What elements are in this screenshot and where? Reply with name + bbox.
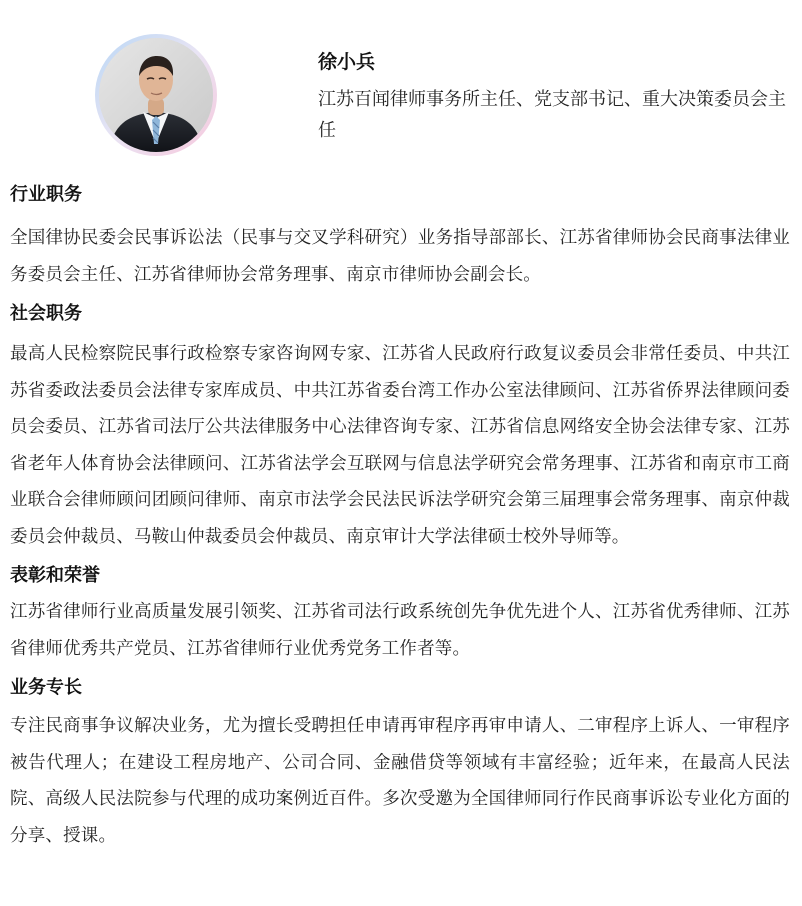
profile-content: [10, 180, 790, 860]
section-heading: 表彰和荣誉: [10, 565, 100, 586]
avatar: [99, 38, 213, 152]
profile-header: [0, 0, 802, 170]
person-photo-icon: [99, 38, 213, 152]
person-name: 徐小兵: [318, 51, 376, 73]
section-heading: 社会职务: [10, 303, 82, 324]
section-body: 全国律协民委会民事诉讼法（民事与交叉学科研究）业务指导部部长、江苏省律师协会民商事法律业务委员会主任、江苏省律师协会常务理事、南京市律师协会副会长。: [10, 228, 790, 285]
section-industry-positions: [10, 180, 790, 293]
section-social-positions: [10, 299, 790, 555]
section-honors: [10, 561, 790, 667]
section-body: 江苏省律师行业高质量发展引领奖、江苏省司法行政系统创先争优先进个人、江苏省优秀律师、江苏省律师优秀共产党员、江苏省律师行业优秀党务工作者等。: [10, 602, 790, 659]
section-heading: 行业职务: [10, 184, 82, 205]
section-body: 最高人民检察院民事行政检察专家咨询网专家、江苏省人民政府行政复议委员会非常任委员、中共江苏省委政法委员会法律专家库成员、中共江苏省委台湾工作办公室法律顾问、江苏省侨界法律顾问委员会委员、江苏省司法厅公共法律服务中心法律咨询专家、江苏省信息网络安全协会法律专家、江苏省老年人体育协会法律顾问、江苏省法学会互联网与信息法学研究会常务理事、江苏省和南京市工商业联合会律师顾问团顾问律师、南京市法学会民法民诉法学研究会第三届理事会常务理事、南京仲裁委员会仲裁员、马鞍山仲裁委员会仲裁员、南京审计大学法律硕士校外导师等。: [10, 344, 790, 547]
avatar-ring: [95, 34, 217, 156]
section-body: 专注民商事争议解决业务，尤为擅长受聘担任申请再审程序再审申请人、二审程序上诉人、一审程序被告代理人；在建设工程房地产、公司合同、金融借贷等领域有丰富经验；近年来，在最高人民法院、高级人民法院参与代理的成功案例近百件。多次受邀为全国律师同行作民商事诉讼专业化方面的分享、授课。: [10, 716, 790, 846]
section-expertise: [10, 673, 790, 854]
section-heading: 业务专长: [10, 677, 82, 698]
person-title: 江苏百闻律师事务所主任、党支部书记、重大决策委员会主任: [318, 89, 786, 141]
